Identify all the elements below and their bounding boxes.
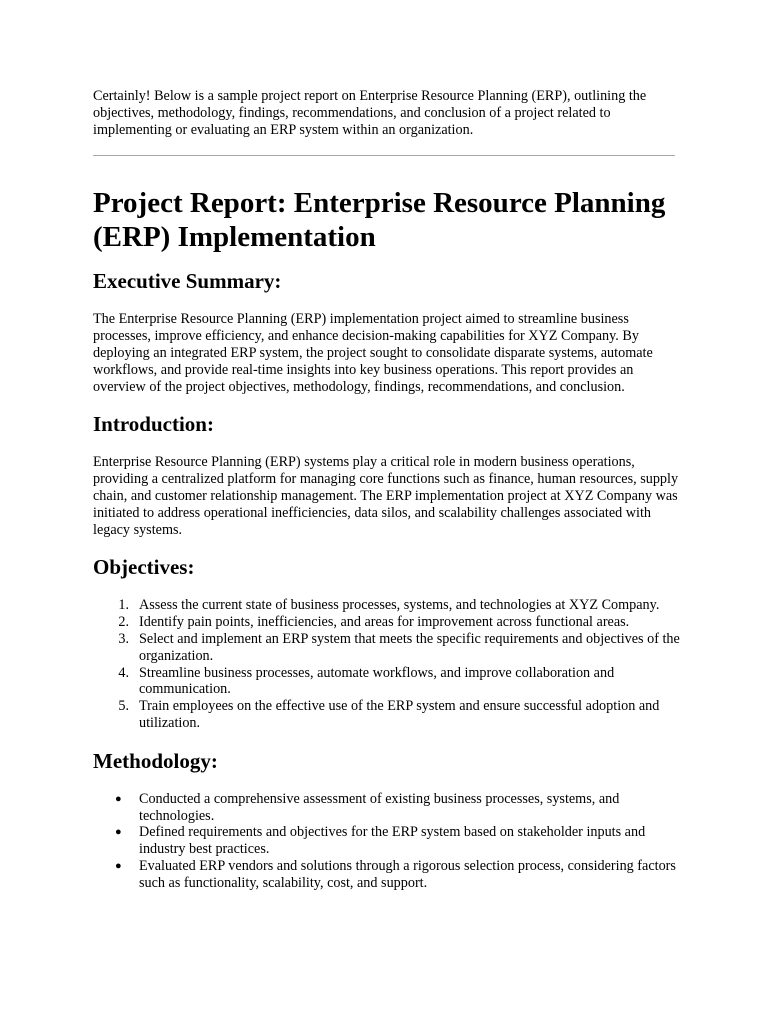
list-item-text: Evaluated ERP vendors and solutions through a rigorous selection process, considering factors such as functionality, scalability, cost, and support. xyxy=(139,857,676,891)
bullet-icon: ● xyxy=(115,826,122,839)
list-number: 1. xyxy=(118,597,129,614)
introduction-heading: Introduction: xyxy=(93,412,214,437)
list-number: 5. xyxy=(118,698,129,715)
executive-summary-heading: Executive Summary: xyxy=(93,269,282,294)
list-item xyxy=(93,614,683,631)
list-item xyxy=(93,698,683,732)
horizontal-divider xyxy=(93,155,675,156)
list-item-text: Conducted a comprehensive assessment of existing business processes, systems, and technologies. xyxy=(139,790,620,824)
list-item-text: Streamline business processes, automate workflows, and improve collaboration and communication. xyxy=(139,664,615,698)
list-item xyxy=(93,597,683,614)
list-item xyxy=(93,824,683,858)
intro-paragraph: Certainly! Below is a sample project report on Enterprise Resource Planning (ERP), outlining the objectives, methodology, findings, recommendations, and conclusion of a project related to implementing or evaluating an ERP system within an organization. xyxy=(93,88,647,138)
executive-summary-body: The Enterprise Resource Planning (ERP) implementation project aimed to streamline business processes, improve efficiency, and enhance decision-making capabilities for XYZ Company. By deploying an integrated ERP system, the project sought to consolidate disparate systems, automate workflows, and provide real-time insights into key business operations. This report provides an overview of the project objectives, methodology, findings, recommendations, and conclusion. xyxy=(93,311,653,395)
objectives-heading: Objectives: xyxy=(93,555,195,580)
list-item xyxy=(93,665,683,699)
bullet-icon: ● xyxy=(115,792,122,805)
list-number: 3. xyxy=(118,630,129,647)
list-item-text: Train employees on the effective use of the ERP system and ensure successful adoption and utilization. xyxy=(139,698,660,731)
objectives-list xyxy=(93,597,683,731)
report-title: Project Report: Enterprise Resource Planning (ERP) Implementation xyxy=(93,187,666,254)
list-item xyxy=(93,858,683,892)
list-item-text: Select and implement an ERP system that meets the specific requirements and objectives of the organization. xyxy=(139,630,680,664)
list-number: 4. xyxy=(118,664,129,681)
list-item-text: Assess the current state of business processes, systems, and technologies at XYZ Company. xyxy=(139,597,660,614)
methodology-list xyxy=(93,791,683,892)
list-item-text: Defined requirements and objectives for the ERP system based on stakeholder inputs and industry best practices. xyxy=(139,824,646,858)
bullet-icon: ● xyxy=(115,859,122,872)
document-page xyxy=(93,88,683,892)
list-item xyxy=(93,631,683,665)
list-item-text: Identify pain points, inefficiencies, and areas for improvement across functional areas. xyxy=(139,614,630,631)
introduction-body: Enterprise Resource Planning (ERP) systems play a critical role in modern business operations, providing a centralized platform for managing core functions such as finance, human resources, supply chain, and customer relationship management. The ERP implementation project at XYZ Company was initiated to address operational inefficiencies, data silos, and scalability challenges associated with legacy systems. xyxy=(93,454,679,538)
list-number: 2. xyxy=(118,614,129,631)
list-item xyxy=(93,791,683,825)
methodology-heading: Methodology: xyxy=(93,748,218,773)
